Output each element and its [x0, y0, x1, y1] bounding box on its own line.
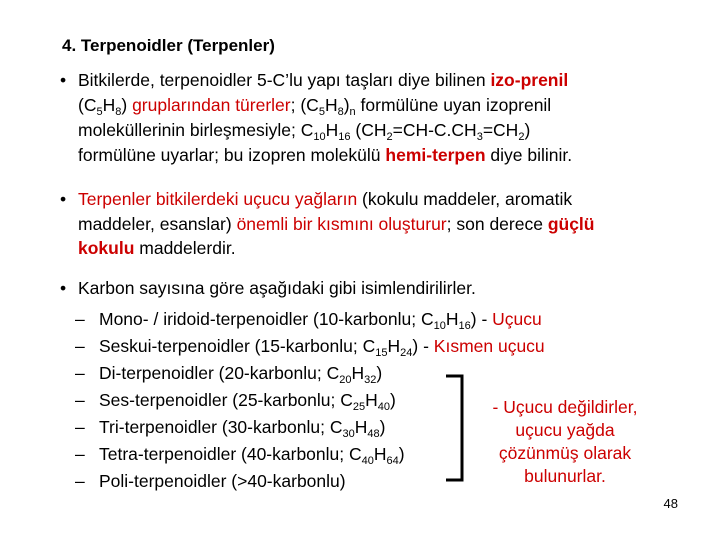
bullet-2-line-2: maddeler, esanslar) önemli bir kısmını oluşturur; son derece güçlü — [78, 214, 595, 234]
list-item: Tri-terpenoidler (30-karbonlu; $C_{30}H_{48}$) — [99, 417, 386, 440]
note-line-2: uçucu yağda — [515, 420, 615, 440]
list-dash: – — [75, 390, 85, 410]
term-izo-prenil: izo-prenil — [490, 70, 569, 90]
bullet-1-line-1: Bitkilerde, terpenoidler 5-C’lu yapı taşları diye bilinen izo-prenil — [78, 70, 569, 90]
list-item: Poli-terpenoidler (>40-karbonlu) — [99, 471, 346, 491]
list-item: Mono- / iridoid-terpenoidler (10-karbonlu; $C_{10}H_{16}$) - Uçucu — [99, 309, 542, 332]
list-item: Di-terpenoidler (20-karbonlu; $C_{20}H_{32}$) — [99, 363, 383, 386]
list-item: Seskui-terpenoidler (15-karbonlu; $C_{15}H_{24}$) - Kısmen uçucu — [99, 336, 545, 359]
bullet-1-line-3: moleküllerinin birleşmesiyle; $C_{10}H_{16}$ $(CH_2=CH-C.CH_3=CH_2)$ — [78, 120, 531, 143]
bullet-2-line-1: Terpenler bitkilerdeki uçucu yağların (kokulu maddeler, aromatik — [78, 189, 573, 209]
non-volatile-note — [476, 394, 654, 490]
bullet-3-intro: Karbon sayısına göre aşağıdaki gibi isimlendirilirler. — [78, 278, 476, 298]
bullet-2-marker: • — [60, 189, 67, 209]
list-dash: – — [75, 363, 85, 383]
list-item: Ses-terpenoidler (25-karbonlu; $C_{25}H_{40}$) — [99, 390, 396, 413]
bullet-1-line-4: formülüne uyarlar; bu izopren molekülü hemi-terpen diye bilinir. — [78, 145, 573, 165]
list-dash: – — [75, 309, 85, 329]
grouping-bracket — [440, 368, 470, 488]
note-line-3: çözünmüş olarak — [498, 443, 632, 463]
bullet-1-marker: • — [60, 70, 67, 90]
note-line-1: - Uçucu değildirler, — [492, 397, 638, 417]
note-line-4: bulunurlar. — [524, 466, 606, 486]
term-hemi-terpen: hemi-terpen — [385, 145, 486, 165]
bullet-1-line-2: $(C_5H_8)$ gruplarından türerler; $(C_5H_8)_n$ formülüne uyan izoprenil — [78, 95, 552, 118]
page-number: 48 — [663, 496, 678, 511]
list-dash: – — [75, 444, 85, 464]
list-dash: – — [75, 417, 85, 437]
list-dash: – — [75, 471, 85, 491]
bullet-2-line-3: kokulu maddelerdir. — [78, 238, 236, 258]
list-item: Tetra-terpenoidler (40-karbonlu; $C_{40}H_{64}$) — [99, 444, 405, 467]
list-dash: – — [75, 336, 85, 356]
bullet-3-marker: • — [60, 278, 67, 298]
slide-title: 4. Terpenoidler (Terpenler) — [62, 36, 275, 55]
